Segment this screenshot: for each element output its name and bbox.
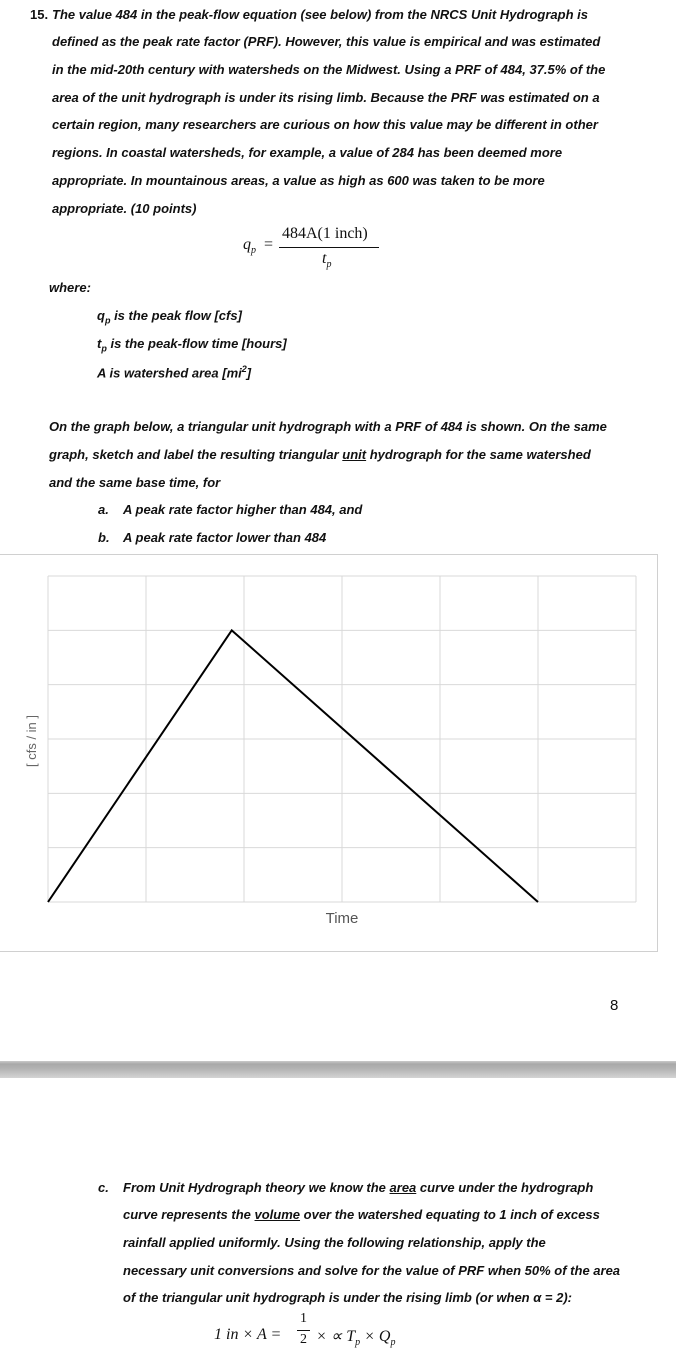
question-line-4: area of the unit hydrograph is under its rising limb. Because the PRF was estimated on a [52,90,600,105]
equation-lhs: $q_p$ [243,236,256,257]
part-c-line-1: From Unit Hydrograph theory we know the area curve under the hydrograph [123,1180,594,1195]
part-c-line-5: of the triangular unit hydrograph is under the rising limb (or when α = 2): [123,1290,573,1305]
area-equation-frac-num: 1 [300,1311,307,1326]
area-equation-rhs: × ∝ $T_p \times Q_p$ [316,1328,396,1349]
equation-numerator: 484A(1 inch) [282,225,368,242]
equation-equals: = [264,236,274,253]
list-item-b: A peak rate factor lower than 484 [123,530,327,545]
instruction-line-2: graph, sketch and label the resulting triangular unit hydrograph for the same watershed [49,447,591,462]
page-break [0,1061,676,1078]
part-c-line-4: necessary unit conversions and solve for the value of PRF when 50% of the area [123,1263,621,1278]
area-equation-frac-den: 2 [300,1332,307,1347]
fraction-bar [279,247,379,248]
part-c-line-3: rainfall applied uniformly. Using the following relationship, apply the [123,1235,546,1250]
where-item-a: A is watershed area $[mi^2]$ [97,364,252,381]
part-c-line-2: curve represents the volume over the watershed equating to 1 inch of excess [123,1207,600,1222]
equation-denominator: $t_p$ [322,250,332,271]
part-c-label: c. [98,1180,109,1195]
hydrograph-series-line [48,630,538,902]
where-item-qp: $q_p$ is the peak flow [cfs] [97,308,242,326]
hydrograph-chart-svg [0,555,657,951]
hydrograph-chart [0,554,658,952]
instruction-line-3: and the same base time, for [49,475,221,490]
page-number: 8 [610,997,619,1014]
where-item-tp: $t_p$ is the peak-flow time [hours] [97,336,287,354]
question-line-5: certain region, many researchers are curious on how this value may be different in other [52,117,598,132]
question-line-8: appropriate. (10 points) [52,201,197,216]
where-label: where: [49,280,91,295]
question-line-2: defined as the peak rate factor (PRF). However, this value is empirical and was estimated [52,34,601,49]
question-line-3: in the mid-20th century with watersheds on the Midwest. Using a PRF of 484, 37.5% of the [52,62,606,77]
y-axis-label: [ cfs / in ] [24,714,39,768]
x-axis-label: Time [325,910,359,927]
list-item-a-label: a. [98,502,109,517]
question-line-6: regions. In coastal watersheds, for example, a value of 284 has been deemed more [52,145,563,160]
question-line-1: The value 484 in the peak-flow equation (see below) from the NRCS Unit Hydrograph is [52,7,588,22]
area-equation-frac-bar [297,1330,310,1331]
list-item-a: A peak rate factor higher than 484, and [123,502,363,517]
list-item-b-label: b. [98,530,110,545]
question-line-7: appropriate. In mountainous areas, a value as high as 600 was taken to be more [52,173,545,188]
area-equation-lhs: 1 in × A = [214,1326,282,1343]
question-number: 15. [30,7,49,22]
instruction-line-1: On the graph below, a triangular unit hydrograph with a PRF of 484 is shown. On the same [49,419,607,434]
